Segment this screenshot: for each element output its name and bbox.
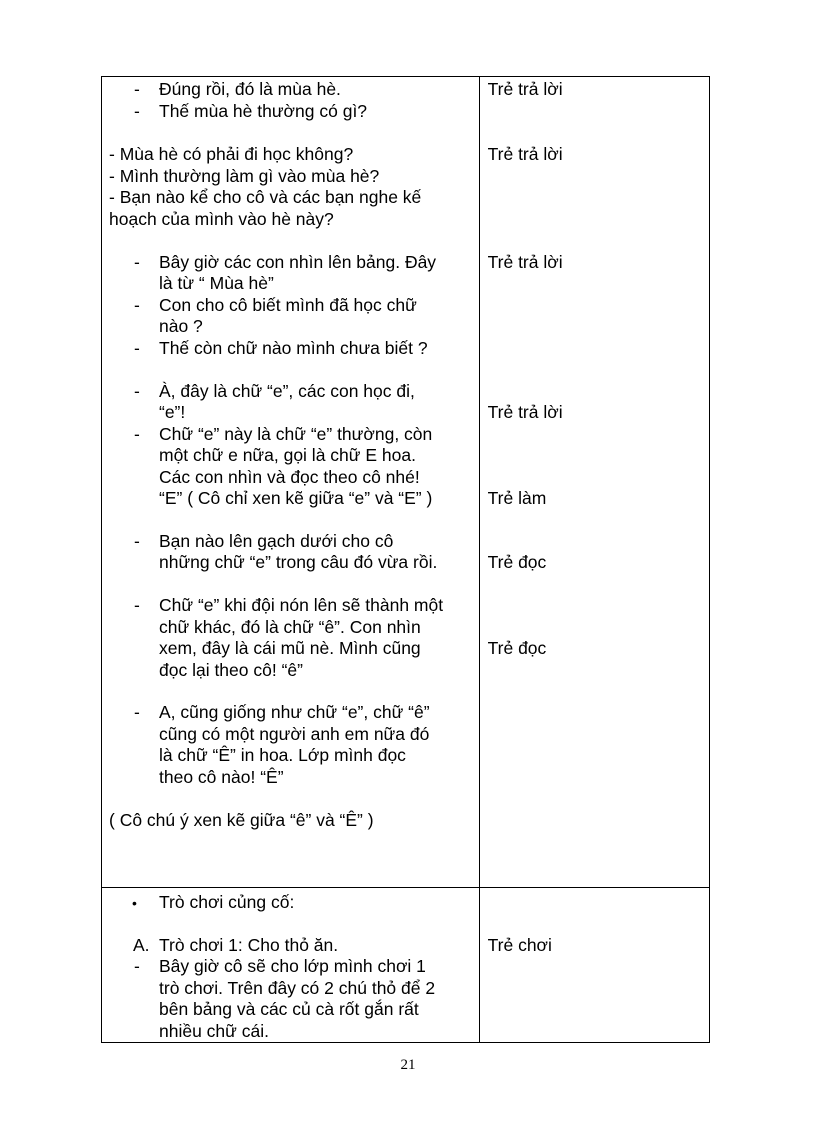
dash-marker: - (134, 956, 140, 976)
list-item: nào ? (159, 316, 203, 336)
question-line: - Mùa hè có phải đi học không? (109, 144, 354, 164)
child-response: Trẻ trả lời (487, 402, 563, 422)
list-item: Con cho cô biết mình đã học chữ (159, 295, 417, 315)
list-item: là từ “ Mùa hè” (159, 273, 274, 293)
lesson-table (101, 76, 710, 1043)
section-heading: Trò chơi củng cố: (159, 892, 295, 912)
child-response: Trẻ đọc (487, 552, 547, 572)
table-row (102, 888, 710, 1043)
list-item: A, cũng giống như chữ “e”, chữ “ê” (159, 702, 430, 722)
dash-marker: - (134, 424, 140, 444)
list-item: “E” ( Cô chỉ xen kẽ giữa “e” và “E” ) (159, 488, 433, 508)
list-item: Bây giờ các con nhìn lên bảng. Đây (159, 252, 437, 272)
list-item: nhiều chữ cái. (159, 1021, 269, 1041)
child-response: Trẻ trả lời (487, 252, 563, 272)
activity-cell (102, 888, 480, 1043)
game-label: A. (133, 935, 150, 955)
child-response: Trẻ trả lời (487, 79, 563, 99)
list-item: Thế mùa hè thường có gì? (159, 101, 368, 121)
list-item: Chữ “e” khi đội nón lên sẽ thành một (159, 595, 444, 615)
question-line: - Bạn nào kể cho cô và các bạn nghe kế (109, 187, 422, 207)
dash-marker: - (134, 381, 140, 401)
question-line: - Mình thường làm gì vào mùa hè? (109, 166, 380, 186)
list-item: cũng có một người anh em nữa đó (159, 724, 430, 744)
dash-marker: - (134, 702, 140, 722)
page-number: 21 (400, 1057, 416, 1073)
list-item: Bây giờ cô sẽ cho lớp mình chơi 1 (159, 956, 426, 976)
dash-marker: - (134, 101, 140, 121)
list-item: đọc lại theo cô! “ê” (159, 660, 303, 680)
list-item: chữ khác, đó là chữ “ê”. Con nhìn (159, 617, 421, 637)
bullet-icon: • (132, 895, 137, 911)
child-response: Trẻ làm (487, 488, 547, 508)
list-item: là chữ “Ê” in hoa. Lớp mình đọc (159, 745, 406, 765)
child-response: Trẻ chơi (487, 935, 552, 955)
list-item: xem, đây là cái mũ nè. Mình cũng (159, 638, 421, 658)
list-item: Chữ “e” này là chữ “e” thường, còn (159, 424, 433, 444)
list-item: Thế còn chữ nào mình chưa biết ? (159, 338, 428, 358)
list-item: À, đây là chữ “e”, các con học đi, (159, 381, 415, 401)
dash-marker: - (134, 295, 140, 315)
dash-marker: - (134, 338, 140, 358)
response-cell (479, 77, 709, 888)
list-item: Đúng rồi, đó là mùa hè. (159, 79, 341, 99)
teacher-note: ( Cô chú ý xen kẽ giữa “ê” và “Ê” ) (109, 810, 374, 830)
response-cell (479, 888, 709, 1043)
list-item: theo cô nào! “Ê” (159, 767, 284, 787)
dash-marker: - (134, 531, 140, 551)
list-item: trò chơi. Trên đây có 2 chú thỏ để 2 (159, 978, 436, 998)
list-item: một chữ e nữa, gọi là chữ E hoa. (159, 445, 416, 465)
list-item: Bạn nào lên gạch dưới cho cô (159, 531, 394, 551)
child-response: Trẻ trả lời (487, 144, 563, 164)
activity-cell (102, 77, 480, 888)
question-line: hoạch của mình vào hè này? (109, 209, 334, 229)
list-item: bên bảng và các củ cà rốt gắn rất (159, 999, 419, 1019)
list-item: “e”! (159, 402, 186, 422)
dash-marker: - (134, 595, 140, 615)
list-item: những chữ “e” trong câu đó vừa rồi. (159, 552, 438, 572)
child-response: Trẻ đọc (487, 638, 547, 658)
table-row (102, 77, 710, 888)
dash-marker: - (134, 252, 140, 272)
dash-marker: - (134, 79, 140, 99)
game-title: Trò chơi 1: Cho thỏ ăn. (159, 935, 339, 955)
list-item: Các con nhìn và đọc theo cô nhé! (159, 467, 420, 487)
